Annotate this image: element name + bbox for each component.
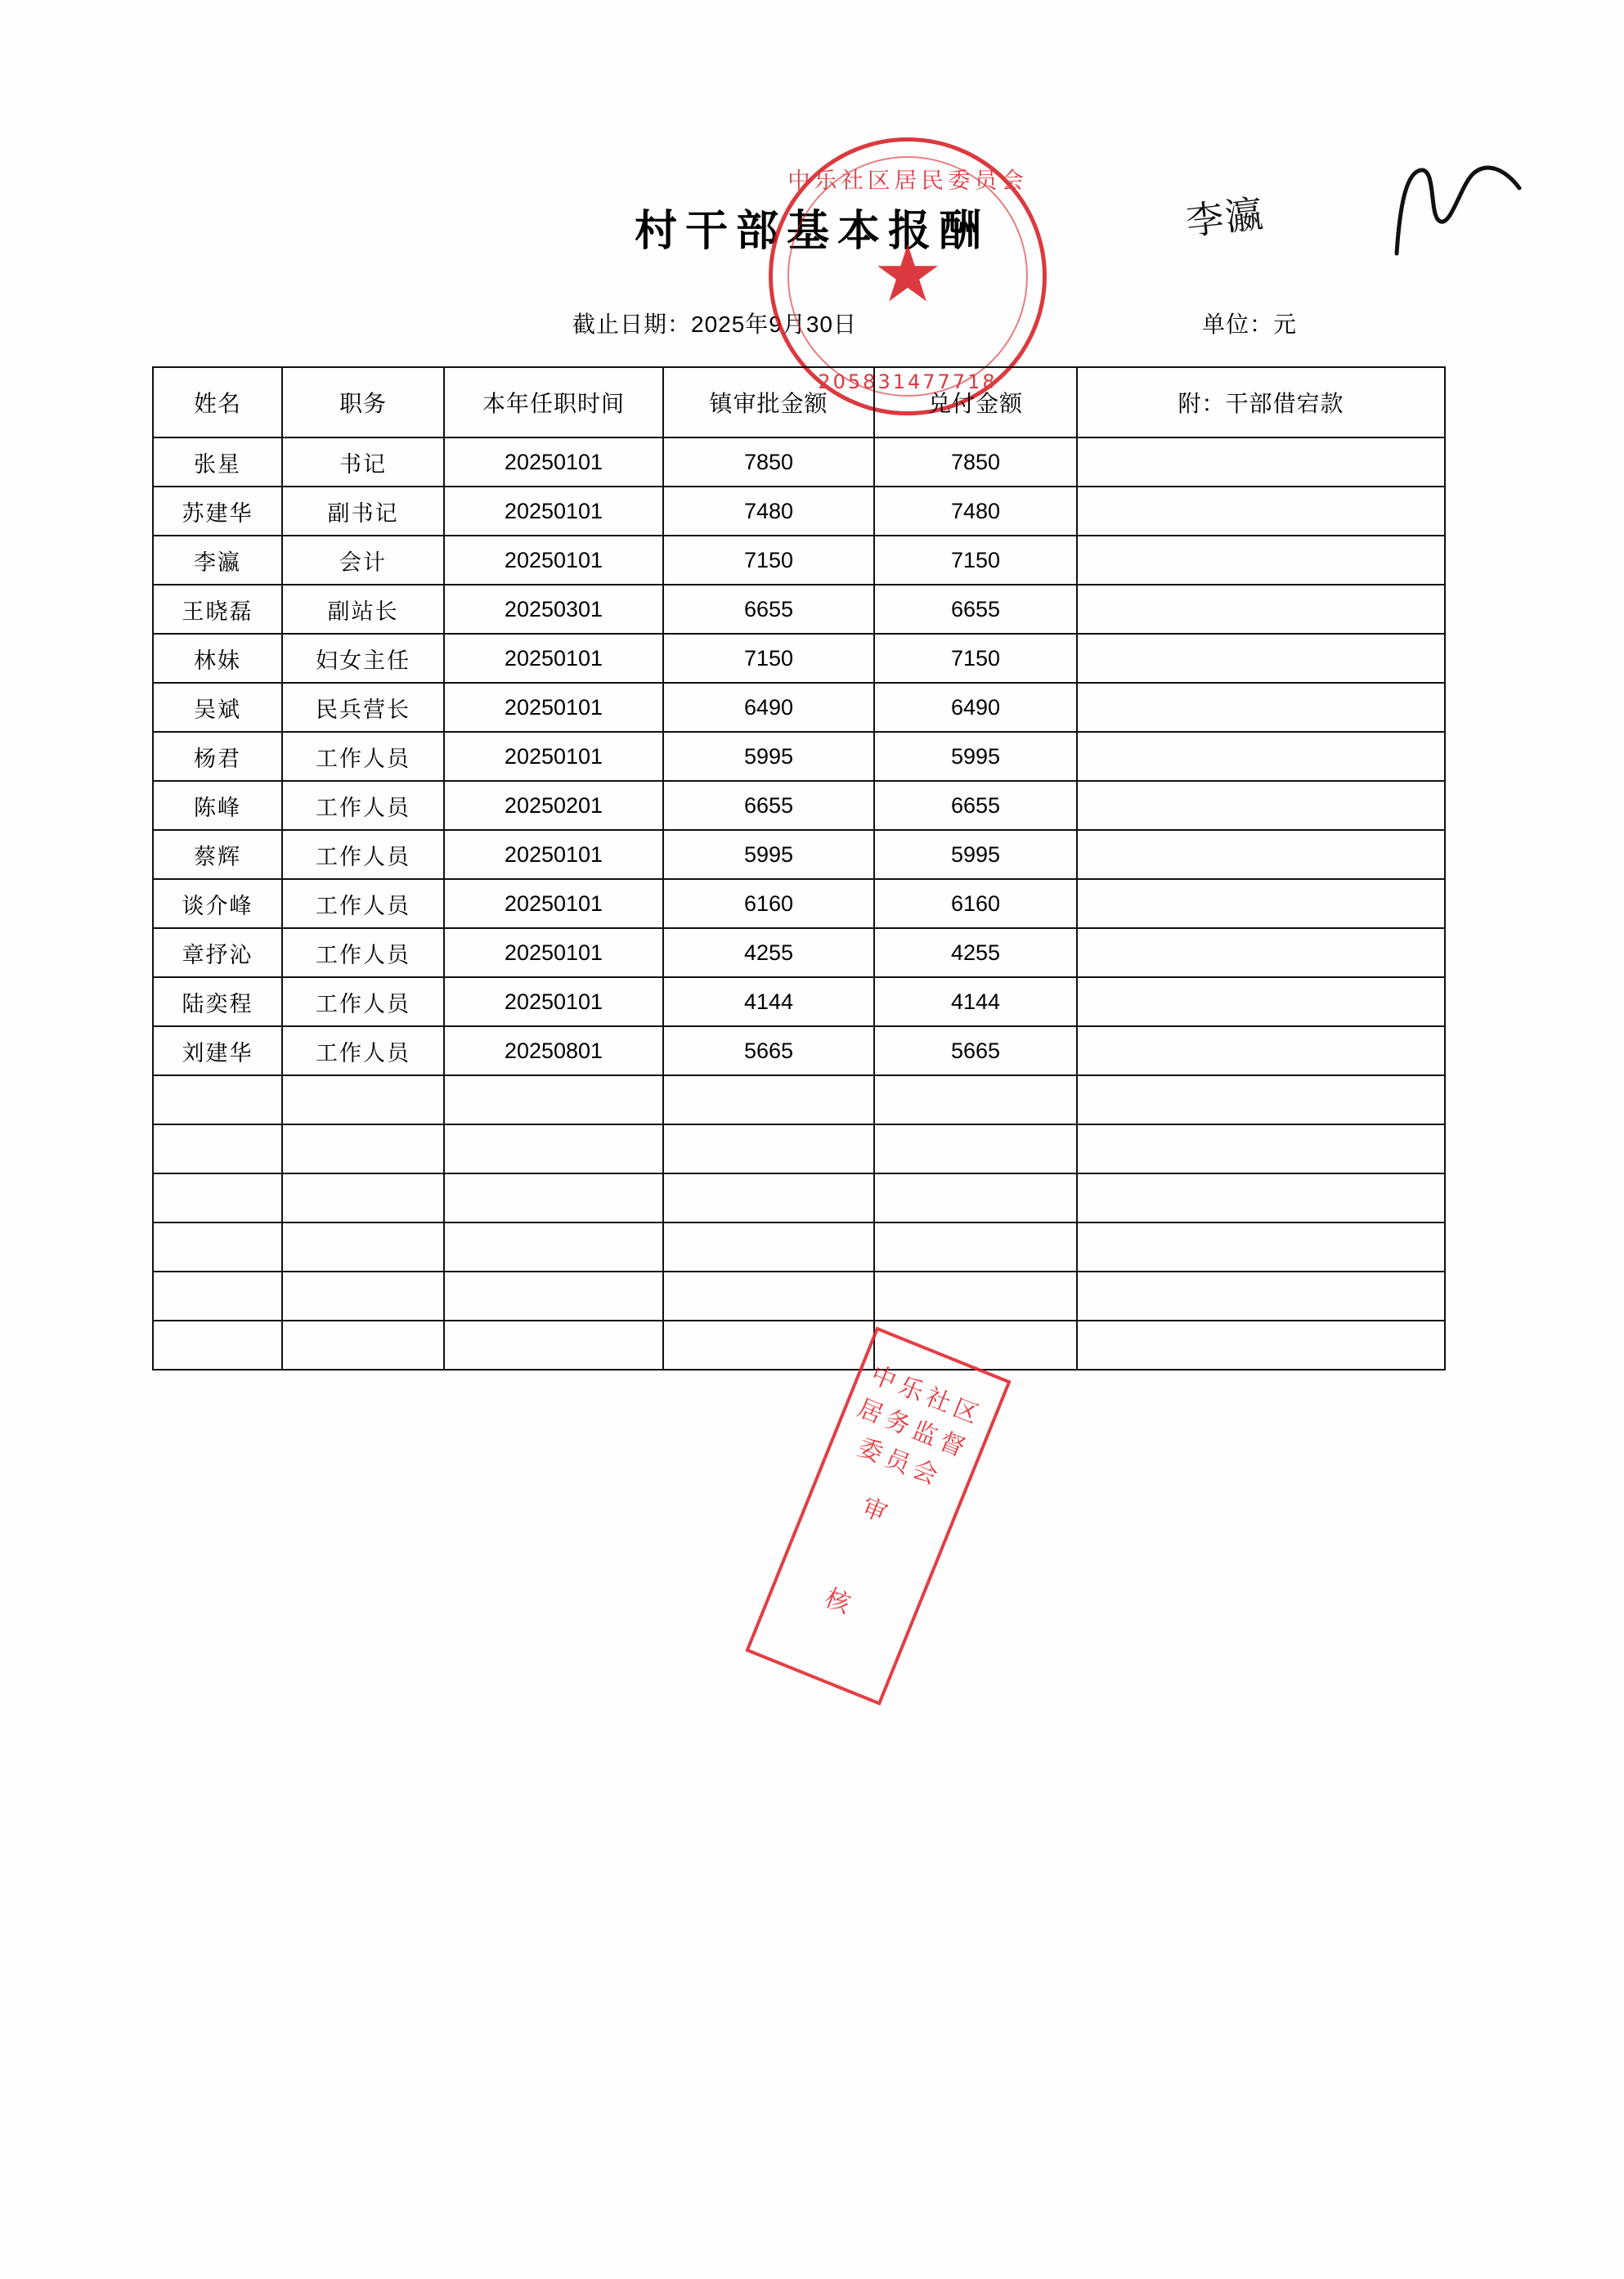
rect-stamp-line1: 中乐社区居务监督委员会	[853, 1360, 987, 1493]
cell-tenure: 20250101	[444, 928, 663, 977]
cell-approved	[663, 1321, 874, 1370]
cell-loan	[1077, 1075, 1445, 1124]
cell-position	[282, 1222, 444, 1272]
cell-position	[282, 1272, 444, 1321]
cell-paid: 7850	[874, 437, 1077, 487]
col-header-loan-note: 附：干部借宕款	[1077, 367, 1445, 437]
cell-position: 副站长	[282, 585, 444, 634]
table-row	[153, 1173, 1445, 1222]
col-header-paid-amount: 兑付金额	[874, 367, 1077, 437]
table-row	[153, 585, 1445, 634]
cell-approved: 6490	[663, 683, 874, 732]
cell-name: 刘建华	[153, 1026, 282, 1075]
cell-loan	[1077, 1173, 1445, 1222]
signature-name: 李瀛	[1183, 191, 1267, 244]
cell-approved	[663, 1272, 874, 1321]
cell-paid: 6655	[874, 585, 1077, 634]
cell-approved	[663, 1075, 874, 1124]
table-row	[153, 1272, 1445, 1321]
cell-tenure: 20250801	[444, 1026, 663, 1075]
cell-name: 吴斌	[153, 683, 282, 732]
cell-approved: 6160	[663, 879, 874, 928]
cell-paid: 7150	[874, 536, 1077, 585]
cell-loan	[1077, 683, 1445, 732]
cell-paid: 5995	[874, 732, 1077, 781]
cell-loan	[1077, 585, 1445, 634]
cell-tenure: 20250101	[444, 879, 663, 928]
salary-table	[152, 366, 1446, 1371]
table-row	[153, 928, 1445, 977]
col-header-approved-amount: 镇审批金额	[663, 367, 874, 437]
cell-name	[153, 1124, 282, 1173]
col-header-name: 姓名	[153, 367, 282, 437]
cell-loan	[1077, 830, 1445, 879]
cell-tenure: 20250101	[444, 536, 663, 585]
cell-loan	[1077, 1026, 1445, 1075]
cell-approved: 4255	[663, 928, 874, 977]
cell-name	[153, 1222, 282, 1272]
cell-position: 副书记	[282, 487, 444, 536]
cell-name: 蔡辉	[153, 830, 282, 879]
cell-tenure: 20250101	[444, 437, 663, 487]
stamp-inner-ring	[787, 156, 1028, 397]
cell-position: 妇女主任	[282, 634, 444, 683]
cell-tenure: 20250101	[444, 830, 663, 879]
cell-loan	[1077, 634, 1445, 683]
cell-name: 陈峰	[153, 781, 282, 830]
cell-loan	[1077, 928, 1445, 977]
cell-name: 苏建华	[153, 487, 282, 536]
cell-position: 工作人员	[282, 830, 444, 879]
cell-position: 工作人员	[282, 928, 444, 977]
cell-tenure: 20250301	[444, 585, 663, 634]
table-body	[153, 437, 1445, 1370]
cell-position	[282, 1321, 444, 1370]
cell-position: 工作人员	[282, 879, 444, 928]
cell-tenure	[444, 1272, 663, 1321]
rect-stamp-line2: 审	[857, 1492, 902, 1533]
cell-name	[153, 1272, 282, 1321]
cell-position	[282, 1075, 444, 1124]
cell-paid	[874, 1124, 1077, 1173]
cell-name	[153, 1075, 282, 1124]
table-row	[153, 732, 1445, 781]
cell-name: 林妹	[153, 634, 282, 683]
stamp-bottom-text: 205831477718	[818, 370, 998, 393]
cell-loan	[1077, 879, 1445, 928]
cell-paid: 5665	[874, 1026, 1077, 1075]
cell-paid: 6490	[874, 683, 1077, 732]
table-row	[153, 437, 1445, 487]
cell-paid: 5995	[874, 830, 1077, 879]
cell-loan	[1077, 977, 1445, 1026]
cell-paid	[874, 1075, 1077, 1124]
cell-name: 王晓磊	[153, 585, 282, 634]
table-row	[153, 683, 1445, 732]
cell-approved: 7150	[663, 634, 874, 683]
table-row	[153, 1075, 1445, 1124]
cell-name: 李瀛	[153, 536, 282, 585]
cell-tenure	[444, 1222, 663, 1272]
cell-loan	[1077, 1321, 1445, 1370]
cell-approved	[663, 1222, 874, 1272]
cell-approved: 7480	[663, 487, 874, 536]
cell-tenure: 20250101	[444, 634, 663, 683]
cell-paid	[874, 1321, 1077, 1370]
table-row	[153, 634, 1445, 683]
cell-loan	[1077, 1124, 1445, 1173]
cell-tenure: 20250201	[444, 781, 663, 830]
cell-position	[282, 1173, 444, 1222]
cell-tenure: 20250101	[444, 977, 663, 1026]
cell-loan	[1077, 437, 1445, 487]
cell-name	[153, 1321, 282, 1370]
cell-paid: 4255	[874, 928, 1077, 977]
cell-paid: 4144	[874, 977, 1077, 1026]
table-row	[153, 1321, 1445, 1370]
cell-approved: 7150	[663, 536, 874, 585]
table-row	[153, 781, 1445, 830]
cell-approved: 5665	[663, 1026, 874, 1075]
cell-approved: 5995	[663, 732, 874, 781]
cell-loan	[1077, 1222, 1445, 1272]
rect-stamp-line3: 核	[820, 1583, 865, 1624]
cell-paid: 6160	[874, 879, 1077, 928]
signature-flourish-icon	[1382, 155, 1545, 270]
cell-paid: 7150	[874, 634, 1077, 683]
cell-position: 工作人员	[282, 977, 444, 1026]
cell-position	[282, 1124, 444, 1173]
cell-tenure	[444, 1321, 663, 1370]
salary-table-container	[152, 366, 1444, 1371]
cell-tenure: 20250101	[444, 732, 663, 781]
cell-position: 书记	[282, 437, 444, 487]
cell-position: 工作人员	[282, 732, 444, 781]
cell-name: 章抒沁	[153, 928, 282, 977]
cell-position: 民兵营长	[282, 683, 444, 732]
cell-approved: 5995	[663, 830, 874, 879]
review-rect-stamp	[745, 1326, 1011, 1706]
cell-position: 工作人员	[282, 781, 444, 830]
table-row	[153, 487, 1445, 536]
cell-loan	[1077, 781, 1445, 830]
cell-name: 谈介峰	[153, 879, 282, 928]
cell-loan	[1077, 1272, 1445, 1321]
cell-tenure	[444, 1173, 663, 1222]
cell-tenure	[444, 1124, 663, 1173]
star-icon: ★	[872, 231, 944, 319]
table-row	[153, 830, 1445, 879]
table-row	[153, 1124, 1445, 1173]
cell-paid	[874, 1173, 1077, 1222]
col-header-position: 职务	[282, 367, 444, 437]
cell-paid: 7480	[874, 487, 1077, 536]
stamp-top-text: 中乐社区居民委员会	[787, 168, 1028, 194]
cell-name	[153, 1173, 282, 1222]
cell-position: 会计	[282, 536, 444, 585]
cell-tenure	[444, 1075, 663, 1124]
unit-label: 单位：元	[1202, 312, 1298, 337]
page-title: 村干部基本报酬	[634, 207, 989, 256]
table-row	[153, 1222, 1445, 1272]
table-header-row	[153, 367, 1445, 437]
cell-loan	[1077, 487, 1445, 536]
title-subline	[0, 307, 1624, 339]
cell-paid	[874, 1272, 1077, 1321]
cell-approved: 6655	[663, 781, 874, 830]
table-row	[153, 536, 1445, 585]
cell-tenure: 20250101	[444, 487, 663, 536]
col-header-tenure: 本年任职时间	[444, 367, 663, 437]
cell-loan	[1077, 536, 1445, 585]
cell-approved: 7850	[663, 437, 874, 487]
cell-paid	[874, 1222, 1077, 1272]
cell-approved: 6655	[663, 585, 874, 634]
deadline-label: 截止日期：2025年9月30日	[572, 312, 858, 337]
table-row	[153, 879, 1445, 928]
cell-paid: 6655	[874, 781, 1077, 830]
cell-name: 张星	[153, 437, 282, 487]
cell-loan	[1077, 732, 1445, 781]
cell-approved: 4144	[663, 977, 874, 1026]
table-row	[153, 1026, 1445, 1075]
cell-approved	[663, 1124, 874, 1173]
cell-approved	[663, 1173, 874, 1222]
cell-name: 陆奕程	[153, 977, 282, 1026]
cell-tenure: 20250101	[444, 683, 663, 732]
cell-name: 杨君	[153, 732, 282, 781]
table-row	[153, 977, 1445, 1026]
cell-position: 工作人员	[282, 1026, 444, 1075]
